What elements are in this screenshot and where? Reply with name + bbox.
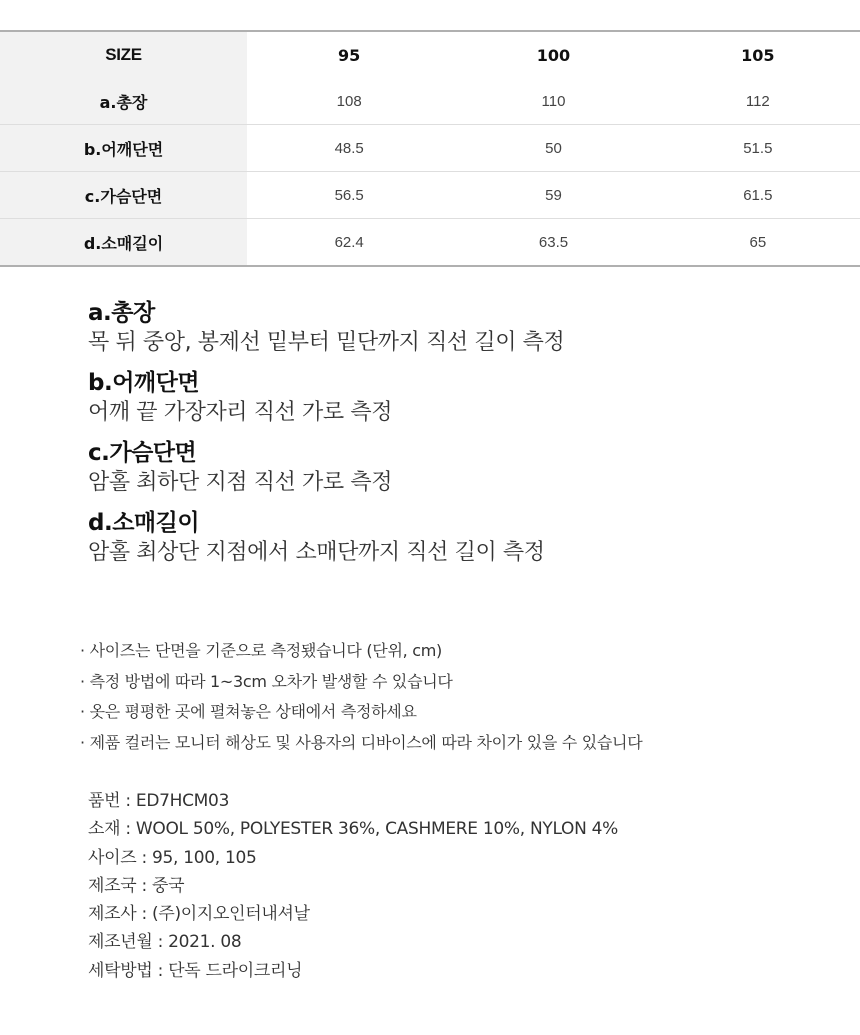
definition-title: a.총장 [88,300,155,326]
definition-description: 암홀 최하단 지점 직선 가로 측정 [88,470,393,495]
table-cell: 50 [451,125,655,172]
table-cell: 108 [247,78,451,125]
size-notes [80,636,840,758]
table-row [0,125,860,172]
table-row [0,78,860,125]
product-washing-method: 세탁방법 : 단독 드라이크리닝 [88,960,303,981]
table-cell: 62.4 [334,233,364,251]
product-info [88,787,828,985]
size-table-header-row [0,31,860,78]
product-manufacture-date: 제조년월 : 2021. 08 [88,932,242,953]
table-cell: 61.5 [656,172,860,219]
definition-title: b.어깨단면 [88,370,200,396]
definition-description: 목 뒤 중앙, 봉제선 밑부터 밑단까지 직선 길이 측정 [88,330,565,355]
table-cell: 63.5 [538,233,569,251]
definition-item [88,439,828,498]
note-item: · 사이즈는 단면을 기준으로 측정됐습니다 (단위, cm) [80,641,442,660]
table-cell: 65 [749,233,767,251]
definition-title: d.소매길이 [88,510,200,536]
size-column-header: 105 [741,45,775,65]
row-label: d.소매길이 [0,219,247,267]
size-column-header: 100 [536,45,571,65]
row-label: b.어깨단면 [0,125,247,172]
note-item: · 측정 방법에 따라 1~3cm 오차가 발생할 수 있습니다 [80,671,453,691]
row-label: a.총장 [0,78,247,125]
definition-item [88,299,828,358]
product-manufacturer: 제조사 : (주)이지오인터내셔날 [88,904,310,925]
note-item: · 제품 컬러는 모니터 해상도 및 사용자의 디바이스에 따라 차이가 있을 수 있습니다 [80,732,643,752]
table-cell: 56.5 [247,172,451,219]
table-cell: 48.5 [247,125,451,172]
table-cell: 110 [451,78,655,125]
product-sizes: 사이즈 : 95, 100, 105 [88,847,257,868]
table-row [0,172,860,219]
table-cell: 59 [451,172,655,219]
table-row [0,219,860,267]
definition-item [88,509,828,568]
definition-item [88,369,828,428]
table-cell: 51.5 [656,125,860,172]
product-code: 품번 : ED7HCM03 [88,791,230,811]
definition-description: 어깨 끝 가장자리 직선 가로 측정 [88,400,393,425]
product-country: 제조국 : 중국 [88,875,185,896]
table-cell: 112 [656,78,860,125]
size-column-header: 95 [338,45,361,65]
row-label: c.가슴단면 [0,172,247,219]
definition-title: c.가슴단면 [88,440,197,466]
definition-description: 암홀 최상단 지점에서 소매단까지 직선 길이 측정 [88,540,545,565]
measurement-definitions [88,299,828,579]
note-item: · 옷은 평평한 곳에 펼쳐놓은 상태에서 측정하세요 [80,702,417,721]
size-table [0,30,860,267]
size-header-label: SIZE [0,31,247,78]
product-material: 소재 : WOOL 50%, POLYESTER 36%, CASHMERE 10%, NYLON 4% [88,819,618,840]
